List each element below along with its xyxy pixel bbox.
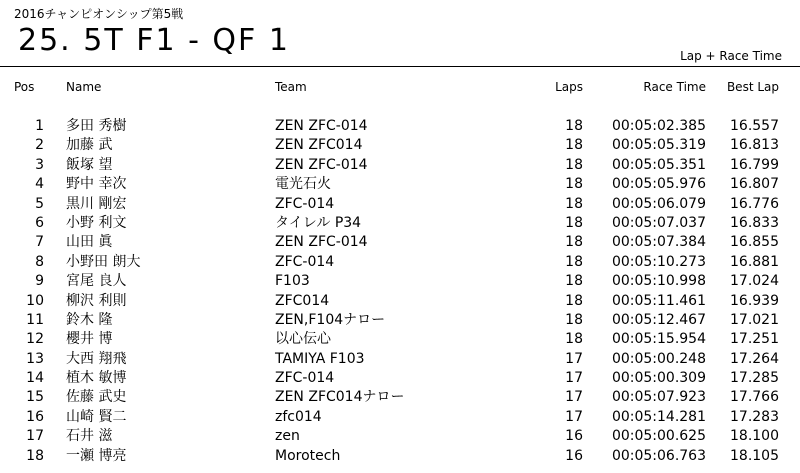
- table-row: [0, 272, 800, 291]
- cell-pos: 17: [26, 428, 44, 445]
- cell-name: 櫻井 博: [66, 331, 113, 348]
- cell-team: タイレル P34: [275, 214, 362, 231]
- cell-team: Morotech: [275, 447, 341, 464]
- column-header-race-time: Race Time: [643, 80, 706, 94]
- cell-race-time: 00:05:02.385: [611, 118, 706, 134]
- cell-race-time: 00:05:11.461: [611, 292, 706, 309]
- cell-laps: 16: [565, 447, 583, 464]
- timing-mode-label: Lap + Race Time: [680, 49, 782, 63]
- cell-team: TAMIYA F103: [275, 350, 365, 367]
- cell-team: ZFC-014: [275, 195, 335, 212]
- cell-team: ZEN,F104ナロー: [275, 311, 386, 328]
- cell-team: zen: [275, 428, 300, 445]
- cell-name: 宮尾 良人: [66, 273, 127, 290]
- cell-best-lap: 17.283: [730, 408, 779, 425]
- cell-name: 黒川 剛宏: [66, 195, 127, 212]
- cell-name: 小野田 朗大: [66, 253, 141, 270]
- cell-best-lap: 17.024: [730, 273, 779, 290]
- cell-pos: 5: [35, 195, 44, 212]
- cell-pos: 4: [35, 176, 44, 193]
- cell-race-time: 00:05:07.923: [611, 389, 706, 406]
- cell-race-time: 00:05:12.467: [611, 311, 706, 328]
- cell-name: 佐藤 武史: [66, 389, 127, 406]
- cell-laps: 18: [565, 195, 583, 212]
- cell-team: F103: [275, 273, 310, 290]
- cell-race-time: 00:05:10.998: [611, 273, 706, 290]
- table-row: [0, 214, 800, 233]
- cell-pos: 7: [35, 234, 44, 251]
- table-row: [0, 136, 800, 155]
- cell-laps: 17: [565, 370, 583, 387]
- table-row: [0, 233, 800, 252]
- cell-name: 柳沢 利則: [66, 292, 127, 309]
- cell-team: ZEN ZFC-014: [275, 156, 368, 173]
- column-header-team: Team: [275, 80, 307, 94]
- table-row: [0, 253, 800, 272]
- cell-team: 電光石火: [275, 176, 331, 193]
- cell-best-lap: 16.776: [730, 195, 779, 212]
- cell-laps: 18: [565, 118, 583, 134]
- cell-laps: 18: [565, 156, 583, 173]
- page-title: 25. 5T F1 - QF 1: [18, 23, 290, 58]
- cell-best-lap: 16.799: [730, 156, 779, 173]
- cell-best-lap: 16.813: [730, 137, 779, 154]
- cell-race-time: 00:05:00.309: [611, 370, 706, 387]
- cell-pos: 13: [26, 350, 44, 367]
- column-header-pos: Pos: [14, 80, 35, 94]
- column-header-best-lap: Best Lap: [726, 80, 779, 94]
- table-row: [0, 350, 800, 369]
- cell-race-time: 00:05:07.384: [611, 234, 706, 251]
- cell-race-time: 00:05:06.763: [611, 447, 706, 464]
- cell-race-time: 00:05:00.625: [611, 428, 706, 445]
- cell-laps: 18: [565, 137, 583, 154]
- cell-best-lap: 16.833: [730, 214, 779, 231]
- cell-team: 以心伝心: [275, 331, 331, 348]
- cell-name: 大西 翔飛: [66, 350, 127, 367]
- cell-best-lap: 17.251: [730, 331, 779, 348]
- event-subtitle: 2016チャンピオンシップ第5戦: [14, 7, 184, 21]
- cell-laps: 17: [565, 350, 583, 367]
- cell-team: ZFC-014: [275, 253, 335, 270]
- table-row: [0, 311, 800, 330]
- cell-laps: 18: [565, 234, 583, 251]
- table-row: [0, 156, 800, 175]
- cell-name: 一瀬 博亮: [66, 447, 127, 464]
- cell-name: 飯塚 望: [66, 156, 113, 173]
- cell-race-time: 00:05:05.319: [611, 137, 706, 154]
- cell-laps: 17: [565, 389, 583, 406]
- cell-race-time: 00:05:10.273: [611, 253, 706, 270]
- cell-pos: 16: [26, 408, 44, 425]
- cell-race-time: 00:05:05.976: [611, 176, 706, 193]
- cell-laps: 16: [565, 428, 583, 445]
- cell-team: ZEN ZFC-014: [275, 118, 368, 134]
- cell-pos: 15: [26, 389, 44, 406]
- cell-laps: 18: [565, 331, 583, 348]
- cell-name: 山崎 賢二: [66, 408, 127, 425]
- cell-best-lap: 18.105: [730, 447, 779, 464]
- cell-pos: 8: [35, 253, 44, 270]
- cell-race-time: 00:05:00.248: [611, 350, 706, 367]
- cell-best-lap: 16.855: [730, 234, 779, 251]
- cell-team: ZEN ZFC-014: [275, 234, 368, 251]
- table-row: [0, 427, 800, 446]
- cell-best-lap: 16.557: [730, 118, 779, 134]
- cell-laps: 18: [565, 176, 583, 193]
- cell-race-time: 00:05:07.037: [611, 214, 706, 231]
- cell-name: 石井 滋: [66, 428, 113, 445]
- cell-pos: 9: [35, 273, 44, 290]
- cell-race-time: 00:05:05.351: [611, 156, 706, 173]
- cell-best-lap: 16.807: [730, 176, 779, 193]
- cell-best-lap: 17.021: [730, 311, 779, 328]
- cell-pos: 10: [26, 292, 44, 309]
- cell-name: 多田 秀樹: [66, 118, 127, 134]
- cell-laps: 18: [565, 273, 583, 290]
- cell-team: zfc014: [275, 408, 322, 425]
- cell-pos: 6: [35, 214, 44, 231]
- cell-team: ZEN ZFC014ナロー: [275, 389, 405, 406]
- cell-name: 小野 利文: [66, 214, 127, 231]
- table-row: [0, 330, 800, 349]
- cell-name: 植木 敏博: [66, 370, 127, 387]
- table-row: [0, 388, 800, 407]
- cell-race-time: 00:05:15.954: [611, 331, 706, 348]
- cell-name: 鈴木 隆: [66, 311, 113, 328]
- cell-laps: 18: [565, 214, 583, 231]
- cell-laps: 17: [565, 408, 583, 425]
- cell-best-lap: 17.766: [730, 389, 779, 406]
- cell-pos: 12: [26, 331, 44, 348]
- cell-pos: 18: [26, 447, 44, 464]
- column-header-name: Name: [66, 80, 102, 94]
- cell-race-time: 00:05:06.079: [611, 195, 706, 212]
- cell-pos: 3: [35, 156, 44, 173]
- cell-pos: 2: [35, 137, 44, 154]
- cell-pos: 1: [35, 118, 44, 134]
- column-header-laps: Laps: [555, 80, 583, 94]
- cell-team: ZFC014: [275, 292, 330, 309]
- cell-laps: 18: [565, 253, 583, 270]
- table-row: [0, 175, 800, 194]
- cell-best-lap: 16.939: [730, 292, 779, 309]
- cell-laps: 18: [565, 311, 583, 328]
- table-row: [0, 369, 800, 388]
- cell-best-lap: 18.100: [730, 428, 779, 445]
- cell-race-time: 00:05:14.281: [611, 408, 706, 425]
- cell-name: 野中 幸次: [66, 176, 127, 193]
- table-row: [0, 292, 800, 311]
- table-row: [0, 447, 800, 466]
- cell-name: 山田 眞: [66, 234, 113, 251]
- cell-best-lap: 16.881: [730, 253, 779, 270]
- table-row: [0, 195, 800, 214]
- cell-pos: 14: [26, 370, 44, 387]
- table-row: [0, 408, 800, 427]
- cell-best-lap: 17.285: [730, 370, 779, 387]
- cell-team: ZEN ZFC014: [275, 137, 363, 154]
- results-table-body: [0, 117, 800, 466]
- cell-team: ZFC-014: [275, 370, 335, 387]
- cell-pos: 11: [26, 311, 44, 328]
- title-divider: [0, 66, 800, 67]
- cell-name: 加藤 武: [66, 137, 113, 154]
- table-row: [0, 117, 800, 136]
- cell-best-lap: 17.264: [730, 350, 779, 367]
- cell-laps: 18: [565, 292, 583, 309]
